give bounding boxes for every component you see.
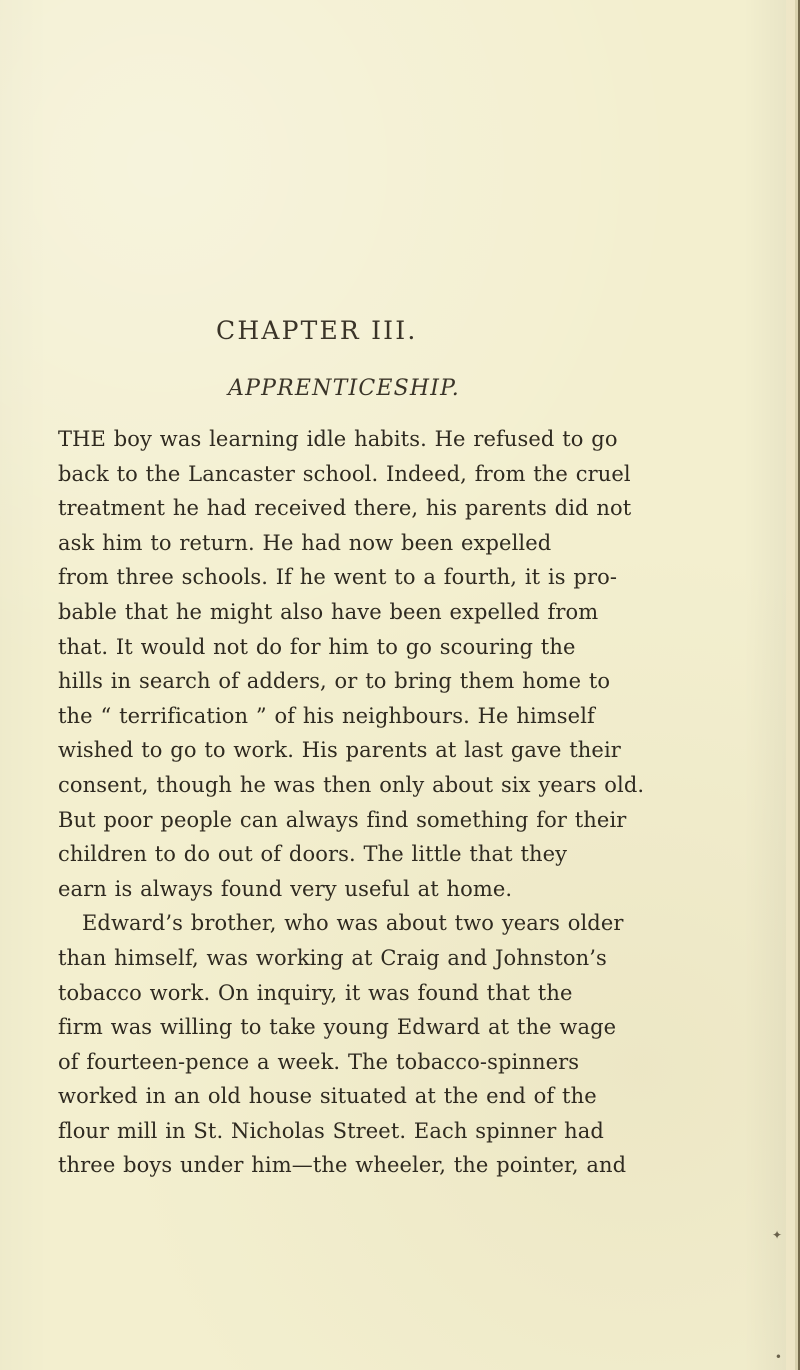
scan-mark: ✦ [771, 1228, 782, 1242]
text-line: of fourteen-pence a week. The tobacco-spinners [58, 1049, 580, 1074]
text-line: children to do out of doors. The little that they [58, 842, 568, 867]
text-line: from three schools. If he went to a fourth, it is pro- [58, 565, 618, 590]
text-line: flour mill in St. Nicholas Street. Each spinner had [58, 1118, 604, 1143]
text-line: the “ terrification ” of his neighbours. He himself [58, 703, 595, 728]
text-line: than himself, was working at Craig and Johnston’s [58, 945, 607, 970]
text-line: But poor people can always find something for their [58, 807, 627, 832]
page-edge-shadow [786, 0, 800, 1370]
text-line: three boys under him—the wheeler, the pointer, and [58, 1153, 627, 1178]
scan-mark: • [774, 1350, 782, 1364]
text-line: consent, though he was then only about six years old. [58, 772, 645, 797]
text-line: firm was willing to take young Edward at the wage [58, 1015, 617, 1040]
text-line: earn is always found very useful at home. [58, 876, 513, 901]
text-line: worked in an old house situated at the end of the [58, 1084, 597, 1109]
body-text [58, 422, 688, 1183]
chapter-heading: CHAPTER III. [216, 316, 418, 345]
text-line: wished to go to work. His parents at last gave their [58, 738, 621, 763]
text-line: Edward’s brother, who was about two years older [82, 911, 624, 936]
text-line: tobacco work. On inquiry, it was found that the [58, 980, 573, 1005]
text-line: that. It would not do for him to go scouring the [58, 634, 576, 659]
text-line: back to the Lancaster school. Indeed, from the cruel [58, 461, 631, 486]
text-line: treatment he had received there, his parents did not [58, 496, 632, 521]
text-line: THE boy was learning idle habits. He refused to go [58, 427, 618, 451]
chapter-subheading: APPRENTICESHIP. [228, 376, 460, 401]
text-line: bable that he might also have been expelled from [58, 599, 599, 624]
text-line: ask him to return. He had now been expelled [58, 530, 552, 555]
text-line: hills in search of adders, or to bring them home to [58, 669, 611, 694]
